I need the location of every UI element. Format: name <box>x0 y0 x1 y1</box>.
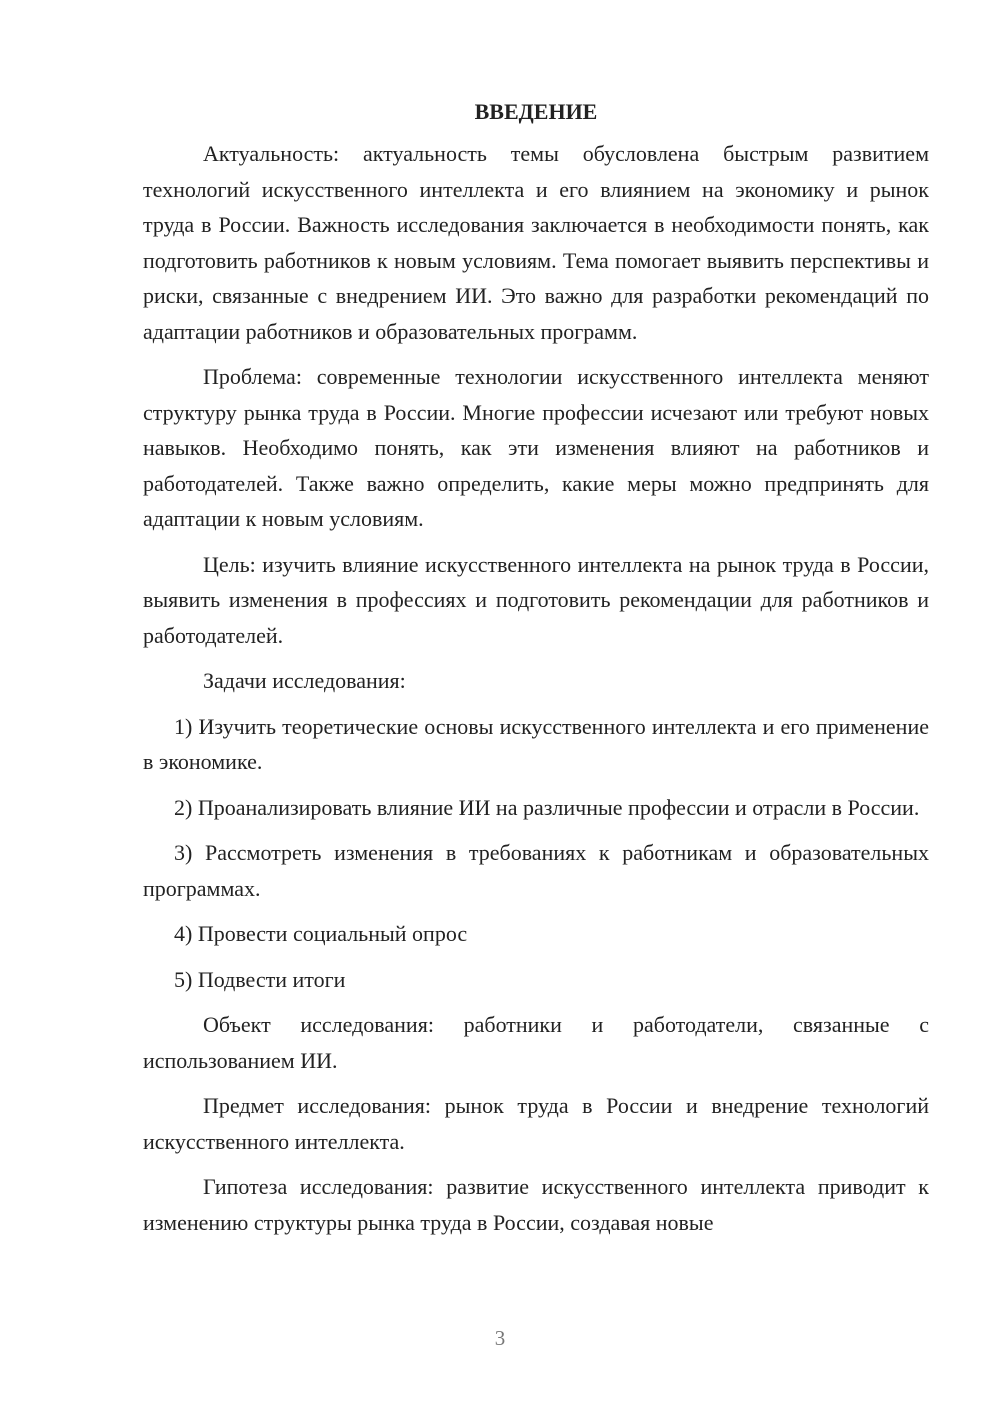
task-item-1: 1) Изучить теоретические основы искусственного интеллекта и его применение в экономике. <box>143 713 929 774</box>
page-number: 3 <box>494 1326 506 1350</box>
paragraph-problem: Проблема: современные технологии искусственного интеллекта меняют структуру рынка труда в России. Многие профессии исчезают или требуют новых навыков. Необходимо понять, как эти изменения влияют на работников и работодателей. Также важно определить, какие меры можно предпринять для адаптации к новым условиям. <box>143 364 929 531</box>
paragraph-subject: Предмет исследования: рынок труда в России и внедрение технологий искусственного интеллекта. <box>143 1093 929 1154</box>
paragraph-object: Объект исследования: работники и работодатели, связанные с использованием ИИ. <box>143 1012 929 1073</box>
paragraph-relevance: Актуальность: актуальность темы обусловлена быстрым развитием технологий искусственного интеллекта и его влиянием на экономику и рынок труда в России. Важность исследования заключается в необходимости понять, как подготовить работников к новым условиям. Тема помогает выявить перспективы и риски, связанные с внедрением ИИ. Это важно для разработки рекомендаций по адаптации работников и образовательных программ. <box>143 141 929 344</box>
document-page <box>143 96 929 1250</box>
paragraph-goal: Цель: изучить влияние искусственного интеллекта на рынок труда в России, выявить изменения в профессиях и подготовить рекомендации для работников и работодателей. <box>143 551 929 648</box>
tasks-heading: Задачи исследования: <box>203 668 406 693</box>
task-item-4: 4) Провести социальный опрос <box>174 921 468 946</box>
paragraph-hypothesis: Гипотеза исследования: развитие искусственного интеллекта приводит к изменению структуры рынка труда в России, создавая новые <box>143 1174 929 1235</box>
task-item-2: 2) Проанализировать влияние ИИ на различные профессии и отрасли в России. <box>174 794 920 820</box>
task-item-3: 3) Рассмотреть изменения в требованиях к работникам и образовательных программах. <box>143 840 929 901</box>
section-title: ВВЕДЕНИЕ <box>474 99 598 124</box>
task-item-5: 5) Подвести итоги <box>174 966 346 992</box>
